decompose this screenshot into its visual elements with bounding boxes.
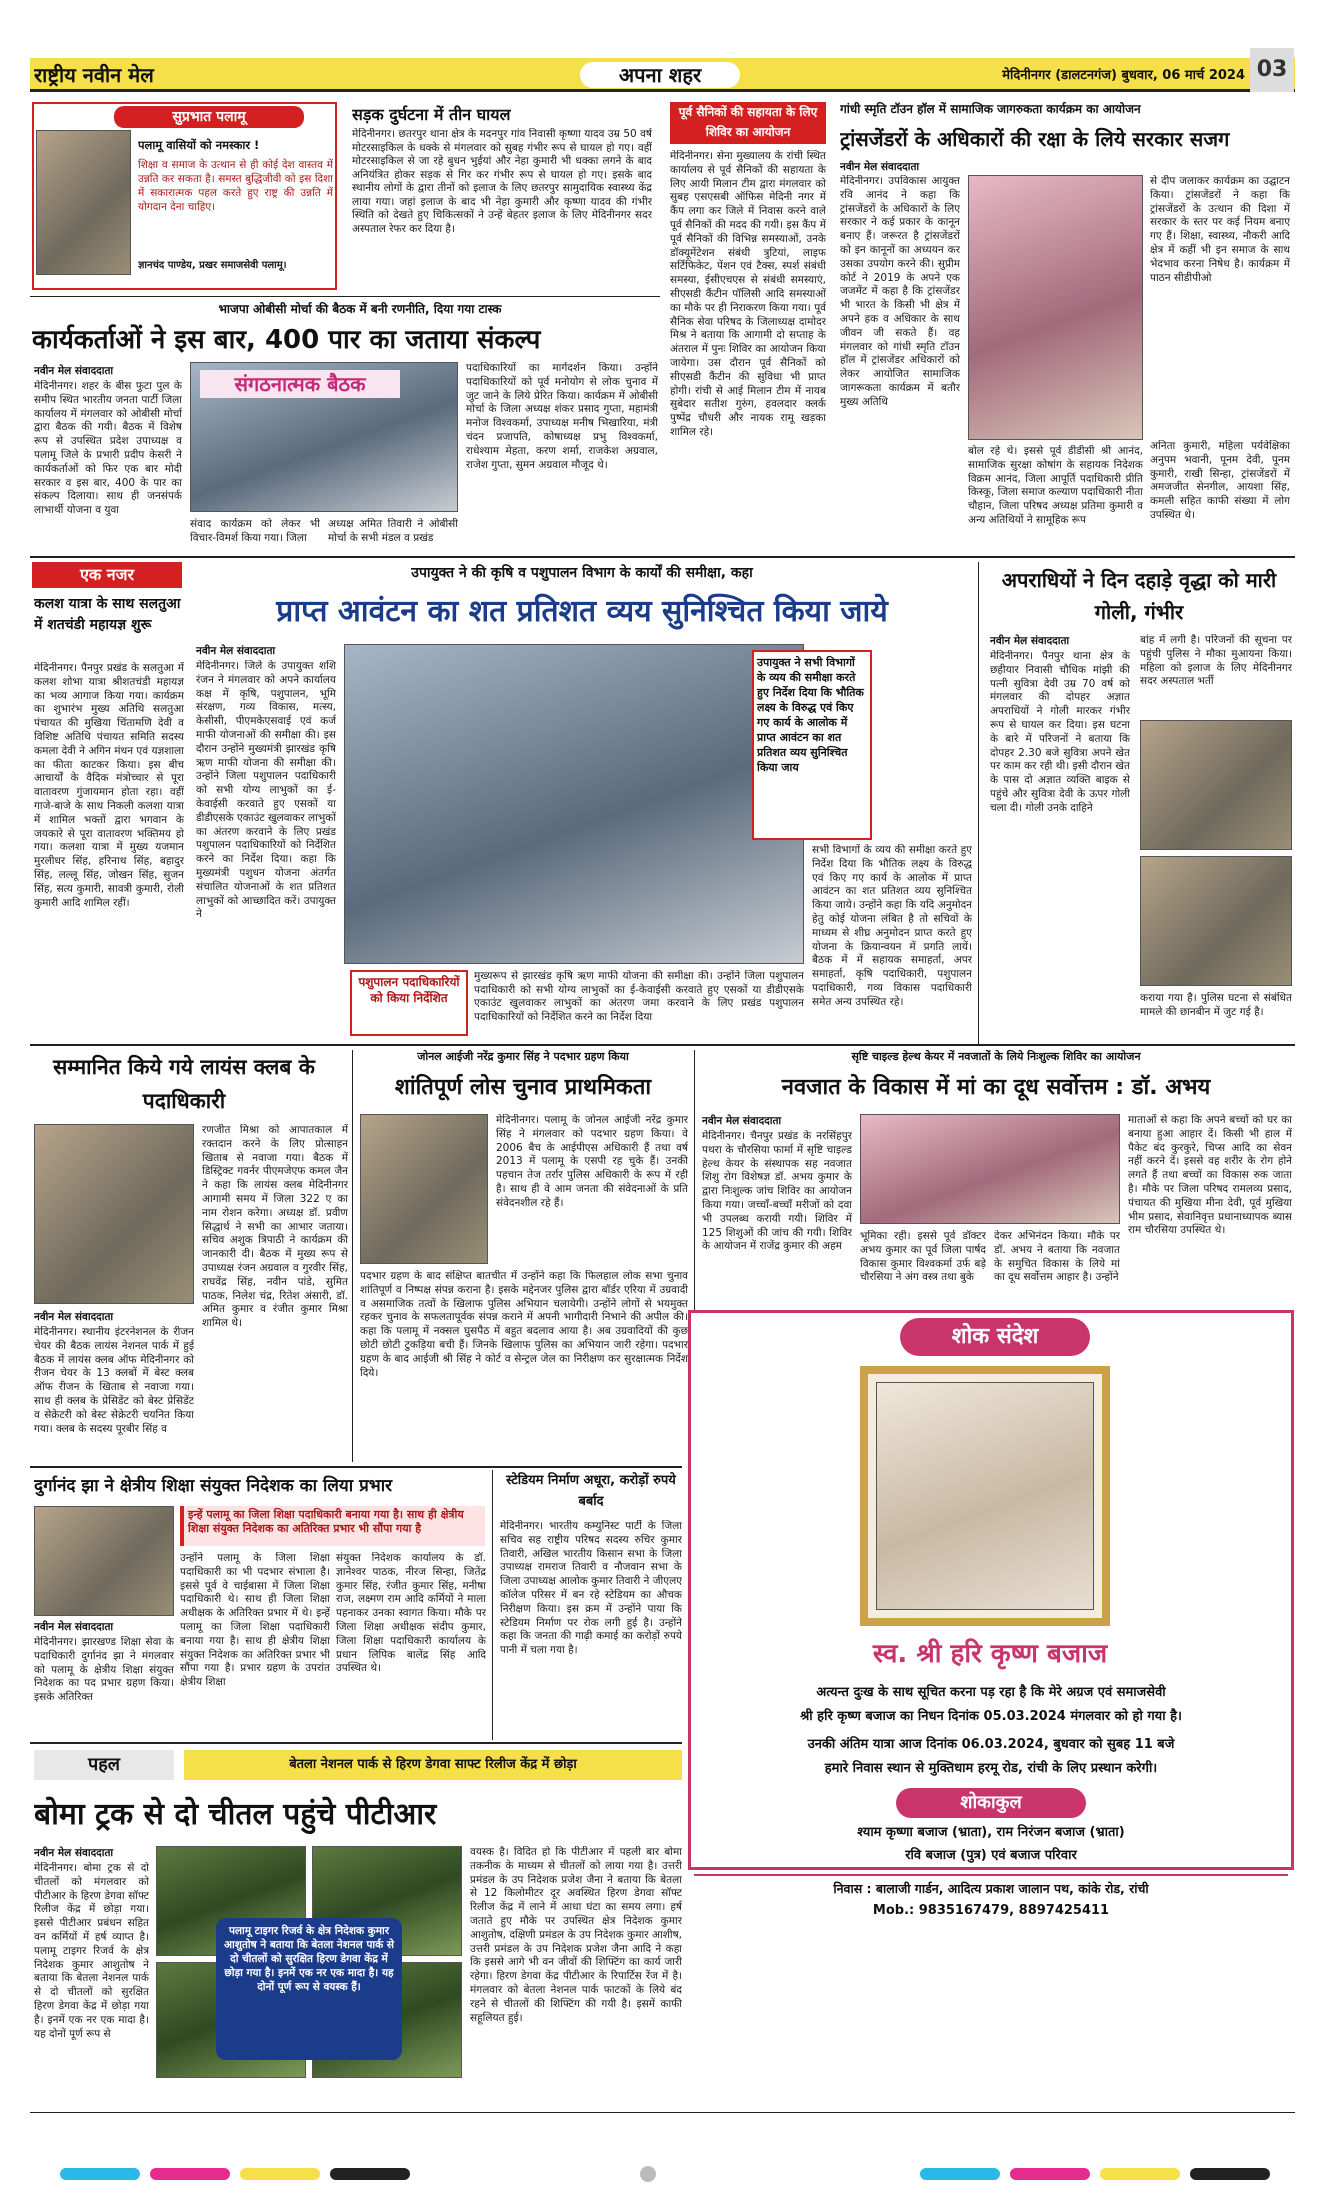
election-col1: मेदिनीनगर। पलामू के जोनल आईजी नरेंद्र कुमार सिंह ने मंगलवार को पदभार ग्रहण किया। वे 2006 बैच के आईपीएस अधिकारी हैं तथा वर्ष 2013 में पलामू के एसपी रह चुके हैं। उनकी पहचान तेज तर्रार पुलिस अधिकारी के रूप में रही है। साथ ही वे आम जनता की संवेदनाओं के प्रति संवेदनशील रहे हैं। (496, 1114, 688, 1209)
condolence-mobile: Mob.: 9835167479, 8897425411 (872, 1903, 1110, 1918)
election-kicker: जोनल आईजी नरेंद्र कुमार सिंह ने पदभार ग्रहण किया (417, 1050, 629, 1063)
apradhi-col2b: कराया गया है। पुलिस घटना से संबंधित मामले की छानबीन में जुट गई है। (1140, 992, 1292, 1018)
karyakarta-caption1: संवाद कार्यक्रम को लेकर भी विचार-विमर्श किया गया। जिला (190, 518, 320, 544)
page-number: 03 (1250, 48, 1294, 92)
krishi-photo (344, 644, 804, 964)
durganand-title: दुर्गानंद झा ने क्षेत्रीय शिक्षा संयुक्त निदेशक का लिया प्रभार (34, 1476, 393, 1496)
footer-bar-cyan (60, 2168, 140, 2180)
dateline: मेदिनीनगर (डालटनगंज) बुधवार, 06 मार्च 2024 (1002, 68, 1245, 83)
lions-col1: मेदिनीनगर। स्थानीय इंटरनेशनल के रीजन चेयर की बैठक लायंस नेशनल पार्क में हुई बैठक में लायंस क्लब ऑफ मेदिनीनगर को रीजन चेयर के 13 क्लबों में बेस्ट क्लब ऑफ रीजन के खिताब से नवाजा गया। साथ ही क्लब के प्रेसिडेंट को बेस्ट प्रेसिडेंट व सेक्रेटरी को बेस्ट सेक्रेटरी चयनित किया गया। क्लब के सदस्य पूरबीर सिंह व (34, 1326, 194, 1435)
apradhi-photo-2 (1140, 856, 1292, 986)
election-title: शांतिपूर्ण लोस चुनाव प्राथमिकता (394, 1075, 652, 1100)
suprabhat-greeting: पलामू वासियों को नमस्कार ! (138, 138, 260, 152)
soldiers-title: पूर्व सैनिकों की सहायता के लिए शिविर का आयोजन (670, 102, 826, 144)
apradhi-col2: बांह में लगी है। परिजनों की सूचना पर पहुंची पुलिस ने मौका मुआयना किया। महिला को इलाज के लिए मेदिनीनगर सदर अस्पताल भर्ती (1140, 634, 1292, 688)
durganand-byline: नवीन मेल संवाददाता (34, 1621, 114, 1633)
suprabhat-signature: ज्ञानचंद पाण्डेय, प्रखर समाजसेवी पलामू। (138, 260, 287, 271)
karyakarta-caption2: अध्यक्ष अमित तिवारी ने ओबीसी मोर्चा के सभी मंडल व प्रखंड (328, 518, 458, 544)
transgender-col1: मेदिनीनगर। उपविकास आयुक्त रवि आनंद ने कहा कि ट्रांसजेंडरों के अधिकारों के लिए सरकार ने कई प्रकार के कानून बनाए हैं। जरूरत है ट्रांसजेंडरों को इन कानूनों का अध्ययन कर उसका उपयोग करने की। सुप्रीम कोर्ट ने 2019 के अपने एक जजमेंट में कहा है कि ट्रांसजेंडर भी भारत के किसी भी क्षेत्र में अपने हक व अधिकार के साथ जीवन जी सकते हैं। वह मंगलवार को गांधी स्मृति टॉउन हॉल में ट्रांसजेंडर अधिकारों को लेकर आयोजित सामाजिक जागरूकता कार्यक्रम में बतौर मुख्य अतिथि (840, 175, 960, 408)
footer-dot (640, 2166, 656, 2182)
betla-col2: वयस्क है। विदित हो कि पीटीआर में पहली बार बोमा तकनीक के माध्यम से चीतलों को लाया गया है। उत्तरी प्रमंडल के उप निदेशक प्रजेश जैना ने बताया कि बेतला से 12 किलोमीटर दूर अवस्थित हिरण डेगवा सॉफ्ट रिलीज केंद्र में लाने में आधा घंटा का समय लगा। हर्ष जताते हुए मौके पर उपस्थित क्षेत्र निदेशक कुमार आशुतोष, दक्षिणी प्रमंडल के उप निदेशक कुमार आशीष, उत्तरी प्रमंडल के उप निदेशक प्रजेश जैना आदि ने कहा कि इससे आगे भी वन जीवों की शिफ्टिंग का कार्य जारी रहेगा। हिरण डेगवा केंद्र पीटीआर के रिपार्टिस रेंज में है। मंगलवार को बेतला नेशनल पार्क फाटकों के लिये बंद रहने से चीतलों की शिफ्टिंग की गयी है। इसमें काफी सहूलियत हुई। (470, 1846, 682, 2024)
footer-bar-yellow-2 (1100, 2168, 1180, 2180)
karyakarta-col1: मेदिनीनगर। शहर के बीस फुटा पुल के समीप स्थित भारतीय जनता पार्टी जिला कार्यालय में मंगलवार को ओबीसी मोर्चा द्वारा बैठक की गयी। बैठक में विशेष रूप से उपस्थित प्रदेश उपाध्यक्ष व पलामू जिले के प्रभारी प्रदीप केसरी ने कार्यकर्ताओं को फिर एक बार मोदी सरकार व इस बार, 400 के पार का संकल्प दिलाया। साथ ही जनसंपर्क लाभार्थी योजना व युवा (34, 380, 182, 517)
condolence-line2: श्री हरि कृष्ण बजाज का निधन दिनांक 05.03.2024 मंगलवार को हो गया है। (800, 1709, 1182, 1724)
navjat-byline: नवीन मेल संवाददाता (702, 1115, 782, 1127)
apradhi-photo-1 (1140, 720, 1292, 850)
transgender-title: ट्रांसजेंडरों के अधिकारों की रक्षा के लिये सरकार सजग (840, 127, 1230, 151)
condolence-address: निवास : बालाजी गार्डन, आदित्य प्रकाश जालान पथ, कांके रोड, रांची (833, 1881, 1149, 1896)
apradhi-title: अपराधियों ने दिन दहाड़े वृद्धा को मारी गोली, गंभीर (1001, 568, 1277, 624)
election-col2: पदभार ग्रहण के बाद संक्षिप्त बातचीत में उन्होंने कहा कि फिलहाल लोक सभा चुनाव शांतिपूर्ण व निष्पक्ष संपन्न कराना है। इसके मद्देनजर पुलिस द्वारा बॉर्डर एरिया में उग्रवादी व असमाजिक तत्वों के खिलाफ पुलिस अभियान चलायेगी। उन्होंने लोगों से भयमुक्त रहकर चुनाव के सफलतापूर्वक संपन्न कराने में अपनी भागीदारी निभाने की अपील की। कहा कि पलामू में नक्सल घुसपैठ में बहुत बदलाव आया है। अब उग्रवादियों की कुछ छोटी छोटी टुकड़िया बची हैं। जिनके खिलाफ पुलिस का अभियान जारी रहेगा। पदभार ग्रहण के बाद आईजी श्री सिंह ने कोर्ट व सेन्ट्रल जेल का निरीक्षण कर सुरक्षात्मक निर्देश दिये। (360, 1270, 688, 1379)
transgender-col3: से दीप जलाकर कार्यक्रम का उद्घाटन किया। ट्रांसजेंडरों ने कहा कि ट्रांसजेंडरों के उत्थान की दिशा में सरकार के स्तर पर कई नियम बनाए गए हैं। शिक्षा, स्वास्थ्य, नौकरी आदि क्षेत्र में कहीं भी इन समाज के साथ भेदभाव करना निषेध है। कार्यक्रम में पाठन सीडीपीओ (1150, 175, 1290, 284)
transgender-byline: नवीन मेल संवाददाता (840, 161, 920, 173)
suprabhat-portrait (36, 130, 131, 275)
footer-bar-yellow (240, 2168, 320, 2180)
apradhi-col1: मेदिनीनगर। पैनपुर थाना क्षेत्र के छहीयार निवासी चौधिक मांझी की पत्नी सुवित्रा देवी उम्र 70 वर्ष को मंगलवार की दोपहर अज्ञात अपराधियों ने गोली मारकर गंभीर रूप से घायल कर दिया। इस घटना के बारे में परिजनों ने बताया कि दोपहर 2.30 बजे सुवित्रा अपने खेत पर काम कर रही थी। इसी दौरान खेत के पास दो अज्ञात व्यक्ति बाइक से पहुंचे और सुवित्रा देवी के ऊपर गोली चला दी। गोली उनके दाहिने (990, 650, 1130, 814)
suprabhat-title: सुप्रभात पलामू (114, 106, 304, 128)
durganand-col3: संयुक्त निदेशक कार्यालय के डॉ. ज्ञानेश्वर पाठक, नीरज सिन्हा, जितेंद्र कुमार सिंह, रंजीत कुमार सिंह, मनीषा राज, लक्ष्मण राम आदि कर्मियों ने माला पहनाकर उनका स्वागत किया। मौके पर जिला शिक्षा अधीक्षक संदीप कुमार, जिला शिक्षा पदाधिकारी कार्यालय के प्रधान लिपिक बालेंद्र सिंह आदि उपस्थित थे। (336, 1552, 486, 1675)
krishi-pullquote: उपायुक्त ने सभी विभागों के व्यय की समीक्षा करते हुए निर्देश दिया कि भौतिक लक्ष्य के विरुद्ध एवं किए गए कार्य के आलोक में प्राप्त आवंटन का शत प्रतिशत व्यय सुनिश्चित किया जाय (752, 650, 872, 840)
krishi-photo-label: पशुपालन पदाधिकारियों को किया निर्देशित (350, 970, 468, 1036)
condolence-line1: अत्यन्त दुःख के साथ सूचित करना पड़ रहा है कि मेरे अग्रज एवं समाजसेवी (816, 1685, 1166, 1700)
lions-byline: नवीन मेल संवाददाता (34, 1311, 114, 1323)
condolence-line4: हमारे निवास स्थान से मुक्तिधाम हरमू रोड, रांची के लिए प्रस्थान करेगी। (824, 1761, 1158, 1776)
condolence-shokakul: शोकाकुल (896, 1788, 1086, 1818)
lions-photo (34, 1124, 194, 1304)
krishi-photo-caption: मुख्यरूप से झारखंड कृषि ऋण माफी योजना की समीक्षा की। उन्होंने जिला पशुपालन पदाधिकारी को सभी योग्य लाभुकों का ई-केवाईसी करवाते हुए एसकों या डीडीएसके एकाउंट खुलवाकर लाभुकों का अंतरण जमा करवाने के लिए प्रखंड पशुपालन पदाधिकारियों को निर्देशित करने का निर्देश दिया (474, 970, 804, 1023)
betla-label: पहल (34, 1750, 174, 1780)
krishi-col2: सभी विभागों के व्यय की समीक्षा करते हुए निर्देश दिया कि भौतिक लक्ष्य के विरुद्ध एवं किए गए कार्य के आलोक में प्राप्त आवंटन का शत प्रतिशत व्यय सुनिश्चित किया जाये। उन्होंने कहा कि यदि अनुमोदन हेतु कोई योजना लंबित है तो सचिवों के माध्यम से शीघ्र अनुमोदन प्राप्त करते हुए योजना के क्रियान्वयन में प्रगति लायें। बैठक में में सहायक समाहर्ता, अपर समाहर्ता, कृषि पदाधिकारी, पशुपालन पदाधिकारी, गव्य विकास पदाधिकारी समेत अन्य उपस्थित रहे। (812, 844, 972, 1008)
betla-quote: पलामू टाइगर रिजर्व के क्षेत्र निदेशक कुमार आशुतोष ने बताया कि बेतला नेशनल पार्क से दो चीतलों को सुरक्षित हिरण डेगवा केंद्र में छोड़ा गया है। इनमें एक नर एक मादा है। यह दोनों पूर्ण रूप से वयस्क हैं। (216, 1918, 402, 2060)
footer-bar-magenta (150, 2168, 230, 2180)
accident-body: मेदिनीनगर। छतरपुर थाना क्षेत्र के मदनपुर गांव निवासी कृष्णा यादव उम्र 50 वर्ष मोटरसाइकिल के धक्के से मंगलवार को सुबह गंभीर रूप से घायल हो गए। वहीं मोटरसाइकिल से जा रहे बुधन भुईयां और नेहा कुमारी भी धक्का लगने के बाद अनियंत्रित होकर सड़क से गिर कर गंभीर रूप से घायल हो गए। इसके बाद स्थानीय लोगों के द्वारा तीनों को इलाज के लिए छतरपुर सामुदायिक स्वास्थ्य केंद्र लाया गया। जहां इलाज के बाद भी नेहा कुमारी और कृष्णा यादव की गंभीर स्थिति को देखते हुए चिकित्सकों ने उन्हें बेहतर इलाज के लिए मेदिनीनगर सदर अस्पताल रेफर कर दिया है। (352, 128, 652, 235)
condolence-family1: श्याम कृष्णा बजाज (भ्राता), राम निरंजन बजाज (भ्राता) (857, 1825, 1125, 1840)
footer-bar-black-2 (1190, 2168, 1270, 2180)
suprabhat-message: शिक्षा व समाज के उत्थान से ही कोई देश वास्तव में उन्नति कर सकता है। समस्त बुद्धिजीवी को इस दिशा में सकारात्मक पहल करते हुए राष्ट्र की उन्नति में योगदान देना चाहिए। (138, 159, 333, 213)
transgender-photo (968, 175, 1143, 440)
accident-title: सड़क दुर्घटना में तीन घायल (352, 105, 511, 124)
footer-bar-magenta-2 (1010, 2168, 1090, 2180)
apradhi-byline: नवीन मेल संवाददाता (990, 635, 1070, 647)
karyakarta-banner: संगठनात्मक बैठक (200, 370, 400, 398)
soldiers-body: मेदिनीनगर। सेना मुख्यालय के रांची स्थित कार्यालय से पूर्व सैनिकों की सहायता के लिए आयी मिलान टीम द्वारा मंगलवार को सुबह एसएसबी ऑफिस मेदिनी नगर में कैंप लगा कर जिले में निवास करने वाले पूर्व सैनिकों की मदद की गयी। इस कैंप में पूर्व सैनिकों की विभिन्न समस्याओं, उनके डॉक्यूमेंटेशन संबंधी त्रुटियां, लाइफ सर्टिफिकेट, पेंशन एवं टैक्स, स्पर्श संबंधी समस्या, ईसीएचएस से संबंधी समस्याएं, सीएसडी कैंटीन पॉलिसी आदि समस्याओं का मौके पर ही निराकरण किया गया। पूर्व सैनिक सेवा परिषद के जिलाध्यक्ष दामोदर मिश्र ने बताया कि आगामी दो सप्ताह के अंतराल में पुनः शिविर का आयोजन किया जायेगा। उस दौरान पूर्व सैनिकों को सीएसडी कैंटीन की सुविधा भी प्राप्त होगी। रांची से आई मिलान टीम में नायब सुबेदार सतीश गुरुंग, हवलदार क्लर्क पुष्पेंद्र चौधरी और नायक रामू खड़का शामिल रहे। (670, 150, 826, 438)
lions-col2: रणजीत मिश्रा को आपातकाल में रक्तदान करने के लिए प्रोत्साहन खिताब से नवाजा गया। बैठक में डिस्ट्रिक्ट गवर्नर पीएमजेएफ कमल जैन ने कहा कि लायंस क्लब मेदिनीनगर आगामी समय में जिला 322 ए का नाम रोशन करेगा। अध्यक्ष डॉ. प्रवीण सिद्धार्थ ने सभी का आभार जताया। सचिव अशुक त्रिपाठी ने कार्यक्रम की जानकारी दी। बैठक में मुख्य रूप से उपाध्यक्ष रंजन अग्रवाल व गुरवीर सिंह, राघवेंद्र सिंह, नवीन पांडे, सुमित पाठक, निलेश चंद्र, रितेश अंसारी, डॉ. अमित कुमार व रंजीत कुमार मिश्रा शामिल थे। (202, 1124, 348, 1330)
stadium-body: मेदिनीनगर। भारतीय कम्युनिस्ट पार्टी के जिला सचिव सह राष्ट्रीय परिषद सदस्य रुचिर कुमार तिवारी, अखिल भारतीय किसान सभा के जिला उपाध्यक्ष रामराज तिवारी व नौजवान सभा के जिला उपाध्यक्ष आलोक कुमार तिवारी ने जीएलए कॉलेज परिसर में बन रहे स्टेडियम का औचक निरीक्षण किया। इस क्रम में उन्होंने पाया कि स्टेडियम निर्माण पर रोक लगी हुई है। उन्होंने कहा कि जनता की गाढ़ी कमाई का करोड़ों रुपये पानी में चला गया है। (500, 1520, 682, 1657)
election-photo (360, 1114, 488, 1264)
karyakarta-byline: नवीन मेल संवाददाता (34, 365, 114, 377)
condolence-line3: उनकी अंतिम यात्रा आज दिनांक 06.03.2024, बुधवार को सुबह 11 बजे (807, 1737, 1175, 1752)
durganand-highlight: इन्हें पलामू का जिला शिक्षा पदाधिकारी बनाया गया है। साथ ही क्षेत्रीय शिक्षा संयुक्त निदेशक का अतिरिक्त प्रभार भी सौंपा गया है (180, 1506, 485, 1546)
krishi-col1: मेदिनीनगर। जिले के उपायुक्त शशि रंजन ने मंगलवार को अपने कार्यालय कक्ष में कृषि, पशुपालन, भूमि संरक्षण, गव्य विकास, मत्स्य, केसीसी, पीएमकेएसवाई एवं कर्ज माफी योजनाओं की समीक्षा की। इस दौरान उन्होंने मुख्यमंत्री झारखंड कृषि ऋण माफी योजना की समीक्षा की। उन्होंने जिला पशुपालन पदाधिकारी को सभी योग्य लाभुकों का ई-केवाईसी करवाते हुए एसकों या डीडीएसके एकाउंट खुलवाकर लाभुकों का अंतरण करवाने के लिए प्रखंड पशुपालन पदाधिकारियों को निर्देशित करने का निर्देश दिया। कहा कि मुख्यमंत्री पशुधन योजना अंतर्गत संचालित योजनाओं के शत प्रतिशत लाभुकों को आच्छादित करें। उपायुक्त ने (196, 660, 336, 921)
condolence-portrait (876, 1382, 1094, 1610)
karyakarta-col3: पदाधिकारियों का मार्गदर्शन किया। उन्होंने पदाधिकारियों को पूर्व मनोयोग से लोक चुनाव में जुट जाने के लिये प्रेरित किया। कार्यक्रम में ओबीसी मोर्चा के जिला अध्यक्ष शंकर प्रसाद गुप्ता, महामंत्री मनोज विश्वकर्मा, उपाध्यक्ष मनीष भिखारिया, मंत्री चंदन प्रजापति, कोषाध्यक्ष प्रभु विश्वकर्मा, राधेश्याम मेहता, करण शर्मा, राजकेश अग्रवाल, राजेश गुप्ता, सुमन अग्रवाल मौजूद थे। (466, 362, 658, 471)
navjat-col2: भूमिका रही। इससे पूर्व डॉक्टर अभय कुमार का पूर्व जिला पार्षद विकास कुमार विश्वकर्मा उर्फ बड़े चौरसिया ने अंग वस्त्र तथा बुके (860, 1230, 986, 1284)
betla-byline: नवीन मेल संवाददाता (34, 1847, 114, 1859)
ek-nazar-label: एक नजर (32, 562, 182, 588)
condolence-name: स्व. श्री हरि कृष्ण बजाज (872, 1639, 1108, 1669)
ek-nazar-title: कलश यात्रा के साथ सलतुआ में शतचंडी महायज्ञ शुरू (34, 596, 181, 633)
karyakarta-title: कार्यकर्ताओं ने इस बार, 400 पार का जताया संकल्प (32, 325, 541, 355)
condolence-title: शोक संदेश (900, 1318, 1090, 1356)
betla-kicker: बेतला नेशनल पार्क से हिरण डेगवा साफ्ट रिलीज केंद्र में छोड़ा (184, 1750, 682, 1780)
betla-col1: मेदिनीनगर। बोमा ट्रक से दो चीतलों को मंगलवार को पीटीआर के हिरण डेगवा सॉफ्ट रिलीज केंद्र में छोड़ा गया। इससे पीटीआर प्रबंधन सहित वन कर्मियों में हर्ष व्याप्त है। पलामू टाइगर रिजर्व के क्षेत्र निदेशक कुमार आशुतोष ने बताया कि बेतला नेशनल पार्क से दो चीतलों को सुरक्षित हिरण डेगवा केंद्र में छोड़ा गया है। इनमें एक नर एक मादा है। यह दोनों पूर्ण रूप से (34, 1862, 149, 2040)
krishi-byline: नवीन मेल संवाददाता (196, 645, 276, 657)
stadium-title: स्टेडियम निर्माण अधूरा, करोड़ों रुपये बर्बाद (506, 1473, 676, 1509)
navjat-col4: माताओं से कहा कि अपने बच्चों को घर का बनाया हुआ आहार दें। किसी भी हाल में पैकेट बंद कुरकुरे, चिप्स आदि का सेवन नहीं करने दें। इससे वह शरीर के रोग होने लगते हैं तथा बच्चों का विकास रुक जाता है। मौके पर जिला परिषद रामलव्य प्रसाद, पंचायत की मुखिया मीना देवी, पूर्व मुखिया भीम प्रसाद, सेवानिवृत्त प्रधानाध्यापक ब्यास राम चौरसिया उपस्थित थे। (1128, 1114, 1292, 1237)
durganand-col2: उन्होंने पलामू के जिला शिक्षा पदाधिकारी का भी पदभार संभाला है। इससे पूर्व वे चाईबासा में जिला शिक्षा पदाधिकारी थे। साथ ही जिला शिक्षा अधीक्षक के अतिरिक्त प्रभार में थे। इन्हें पलामू का जिला शिक्षा पदाधिकारी बनाया गया है। साथ ही क्षेत्रीय शिक्षा संयुक्त निदेशक का अतिरिक्त प्रभार भी सौंपा गया है। प्रभार ग्रहण के उपरांत क्षेत्रीय शिक्षा (180, 1552, 330, 1689)
transgender-caption: अनिता कुमारी, महिला पर्यवेक्षिका अनुपम भवानी, पूनम देवी, पूनम कुमारी, राखी सिन्हा, ट्रांसजेंडरों में अमजजीत सेनगील, आयशा सिंह, कमली सहित काफी संख्या में लोग उपस्थित थे। (1150, 440, 1290, 521)
navjat-col1: मेदिनीनगर। चैनपुर प्रखंड के नरसिंहपुर पथरा के चौरसिया फार्मा में सृष्टि चाइल्ड हेल्थ केयर के संस्थापक सह नवजात शिशु रोग विशेषज्ञ डॉ. अभय कुमार के द्वारा निःशुल्क जांच शिविर का आयोजन किया गया। जच्चाँ-बच्चाँ मरीजों को दवा भी उपलब्ध करायी गयी। शिविर में 125 शिशुओं की जांच की गयी। शिविर के आयोजन में राजेंद्र कुमार की अहम (702, 1130, 852, 1253)
footer-bar-black (330, 2168, 410, 2180)
transgender-kicker: गांधी स्मृति टॉउन हॉल में सामाजिक जागरुकता कार्यक्रम का आयोजन (840, 102, 1141, 116)
karyakarta-kicker: भाजपा ओबीसी मोर्चा की बैठक में बनी रणनीति, दिया गया टास्क (218, 302, 502, 316)
footer-bar-cyan-2 (920, 2168, 1000, 2180)
section-title: अपना शहर (580, 62, 740, 88)
navjat-photo (860, 1114, 1120, 1224)
betla-title: बोमा ट्रक से दो चीतल पहुंचे पीटीआर (34, 1797, 437, 1832)
durganand-col1: मेदिनीनगर। झारखण्ड शिक्षा सेवा के पदाधिकारी दुर्गानंद झा ने मंगलवार को पलामू के क्षेत्रीय शिक्षा संयुक्त निदेशक का पद प्रभार ग्रहण किया। इसके अतिरिक्त (34, 1636, 174, 1704)
lions-title: सम्मानित किये गये लायंस क्लब के पदाधिकारी (53, 1055, 315, 1113)
krishi-kicker: उपायुक्त ने की कृषि व पशुपालन विभाग के कार्यों की समीक्षा, कहा (411, 565, 753, 581)
condolence-family2: रवि बजाज (पुत्र) एवं बजाज परिवार (905, 1848, 1077, 1863)
navjat-title: नवजात के विकास में मां का दूध सर्वोत्तम : डॉ. अभय (781, 1075, 1211, 1100)
paper-name: राष्ट्रीय नवीन मेल (34, 63, 154, 87)
krishi-title: प्राप्त आवंटन का शत प्रतिशत व्यय सुनिश्चित किया जाये (276, 594, 888, 629)
durganand-photo (34, 1506, 174, 1616)
transgender-col2: बोल रहे थे। इससे पूर्व डीडीसी श्री आनंद, सामाजिक सुरक्षा कोषांग के सहायक निदेशक विक्रम आनंद, जिला आपूर्ति पदाधिकारी प्रीति किस्कू, जिला समाज कल्याण पदाधिकारी नीता चौहान, जिला परिषद अध्यक्ष प्रतिमा कुमारी व अन्य अतिथियों ने सामूहिक रूप (968, 445, 1143, 526)
navjat-kicker: सृष्टि चाइल्ड हेल्थ केयर में नवजातों के लिये निःशुल्क शिविर का आयोजन (851, 1050, 1141, 1063)
ek-nazar-body: मेदिनीनगर। पैनपुर प्रखंड के सलतुआ में कलश शोभा यात्रा श्रीशतचंडी महायज्ञ का भव्य आगाज किया गया। कार्यक्रम का शुभारंभ मुख्य अतिथि सलतुआ पंचायत की मुखिया चिंतामणि देवी व विशिष्ट अतिथि पंचायत समिति सदस्य कमला देवी ने अगिन मंथन एवं यज्ञशाला का फीता काटकर किया। इस बीच आचार्यों के वैदिक मंत्रोच्चार से पूरा वातावरण गुंजायमान होता रहा। वहीं गाजे-बाजे के साथ निकली कलशा यात्रा में शामिल भक्तों द्वारा भगवान के जयकारे से पूरा वातावरण भक्तिमय हो गया। कलशा यात्रा में मुख्य यजमान मुरलीधर सिंह, हरिनाथ सिंह, बहादुर सिंह, लल्लू सिंह, जोखन सिंह, सुजन सिंह, सत्य कुमारी, सावत्री कुमारी, रोली कुमारी आदि शामिल रहीं। (34, 662, 184, 909)
navjat-col3: देकर अभिनंदन किया। मौके पर डॉ. अभय ने बताया कि नवजात के समुचित विकास के लिये मां का दूध सर्वोत्तम आहार है। उन्होंने (994, 1230, 1120, 1284)
